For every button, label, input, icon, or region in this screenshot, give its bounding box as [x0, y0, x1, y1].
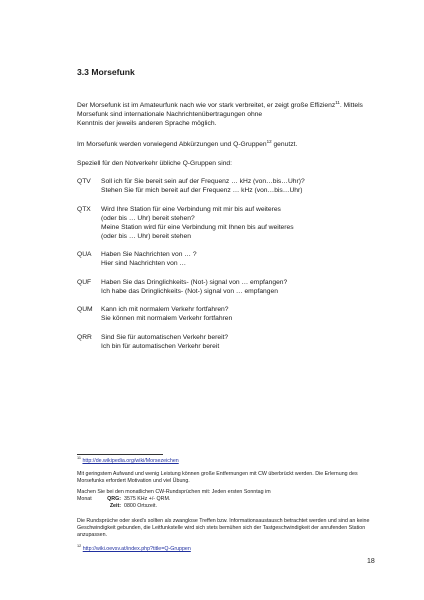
- q-group-row: [77, 333, 367, 351]
- q-meaning: Soll ich für Sie bereit sein auf der Frequenz … kHz (von…bis…Uhr)? Stehen Sie für mich bereit auf der Frequenz … kHz (von…bis…Uhr): [101, 178, 305, 194]
- q-meaning: Sind Sie für automatischen Verkehr bereit? Ich bin für automatischen Verkehr bereit: [101, 333, 229, 350]
- q-code: QTV: [77, 178, 91, 185]
- q-group-row: [77, 305, 367, 323]
- q-group-row: [77, 250, 367, 268]
- footnote-12-link[interactable]: http://wiki.oevsv.at/index.php?title=Q-Gruppen: [82, 546, 191, 552]
- q-code: QUF: [77, 278, 92, 286]
- footnote-number: 11: [77, 456, 81, 461]
- q-group-row: [77, 278, 367, 296]
- page-number: 18: [367, 558, 375, 565]
- footnote-separator: [77, 454, 163, 455]
- q-code: QUA: [77, 251, 92, 258]
- intro-paragraph-2: Im Morsefunk werden vorwiegend Abkürzungen und Q-Gruppen$^{12}$ genutzt.: [77, 138, 298, 148]
- q-code: QUM: [77, 306, 93, 313]
- q-code: QRR: [77, 333, 92, 341]
- footnote-11-text-1: Mit geringstem Aufwand und wenig Leistung können große Entfernungen mit CW überbrückt werden. Die Erlernung des Morsefunks erfordert Motivation und viel Übung.: [77, 471, 358, 484]
- intro-paragraph-3: Speziell für den Notverkehr übliche Q-Gruppen sind:: [77, 160, 233, 167]
- footnote-ref-12[interactable]: 12: [266, 138, 272, 144]
- q-group-row: [77, 177, 367, 195]
- zeit-line: Zeit: 0800 Ortszeit.: [109, 503, 157, 509]
- q-group-list: [77, 177, 367, 360]
- q-code: QTX: [77, 205, 91, 213]
- q-meaning: Haben Sie Nachrichten von … ? Hier sind Nachrichten von …: [101, 251, 197, 267]
- footnote-number: 12: [77, 544, 82, 549]
- qrg-line: Monat QRG: 3575 KHz +/- QRM.: [77, 496, 171, 502]
- footnote-11-text-3: Die Rundsprüche oder sked's sollten als zwanglose Treffen bzw. Informationsaustausch betrachtet werden und sind an keine Geschwindigkeit gebunden, die Leitfunkstelle wird sich stets bemühen sich der Tastgeschwindigkeit der anrufenden Station anzupassen.: [77, 518, 370, 538]
- section-heading: 3.3 Morsefunk: [77, 67, 135, 77]
- footnote-11: [77, 458, 377, 465]
- q-meaning: Kann ich mit normalem Verkehr fortfahren? Sie können mit normalem Verkehr fortfahren: [101, 306, 233, 322]
- footnote-11-link[interactable]: http://de.wikipedia.org/wiki/Morsezeichen: [82, 458, 179, 464]
- footnote-ref-11[interactable]: 11: [335, 99, 340, 105]
- q-group-row: [77, 205, 367, 241]
- q-meaning: Haben Sie das Dringlichkeits- (Not-) signal von … empfangen? Ich habe das Dringlichkeits- (Not-) signal von … empfangen: [101, 278, 288, 295]
- footnote-11-text-2: Machen Sie bei den monatlichen CW-Rundsprüchen mit: Jeden ersten Sonntag im Monat QRG: 3575 KHz +/- QRM. Zeit: 0800 Ortszeit.: [77, 489, 377, 510]
- q-meaning: Wird Ihre Station für eine Verbindung mit mir bis auf weiteres (oder bis … Uhr) bereit stehen? Meine Station wird für eine Verbindung mit Ihnen bis auf weiteres (oder bis … Uhr) bereit stehen: [101, 205, 294, 240]
- intro-paragraph-1: Der Morsefunk ist im Amateurfunk nach wie vor stark verbreitet, er zeigt große Effizienz$^{11}$. Mittels Morsefunk sind internationale Nachrichtenübertragungen ohne Kenntnis der jeweils anderen Sprache möglich.: [77, 99, 363, 127]
- footnote-12: [77, 546, 377, 553]
